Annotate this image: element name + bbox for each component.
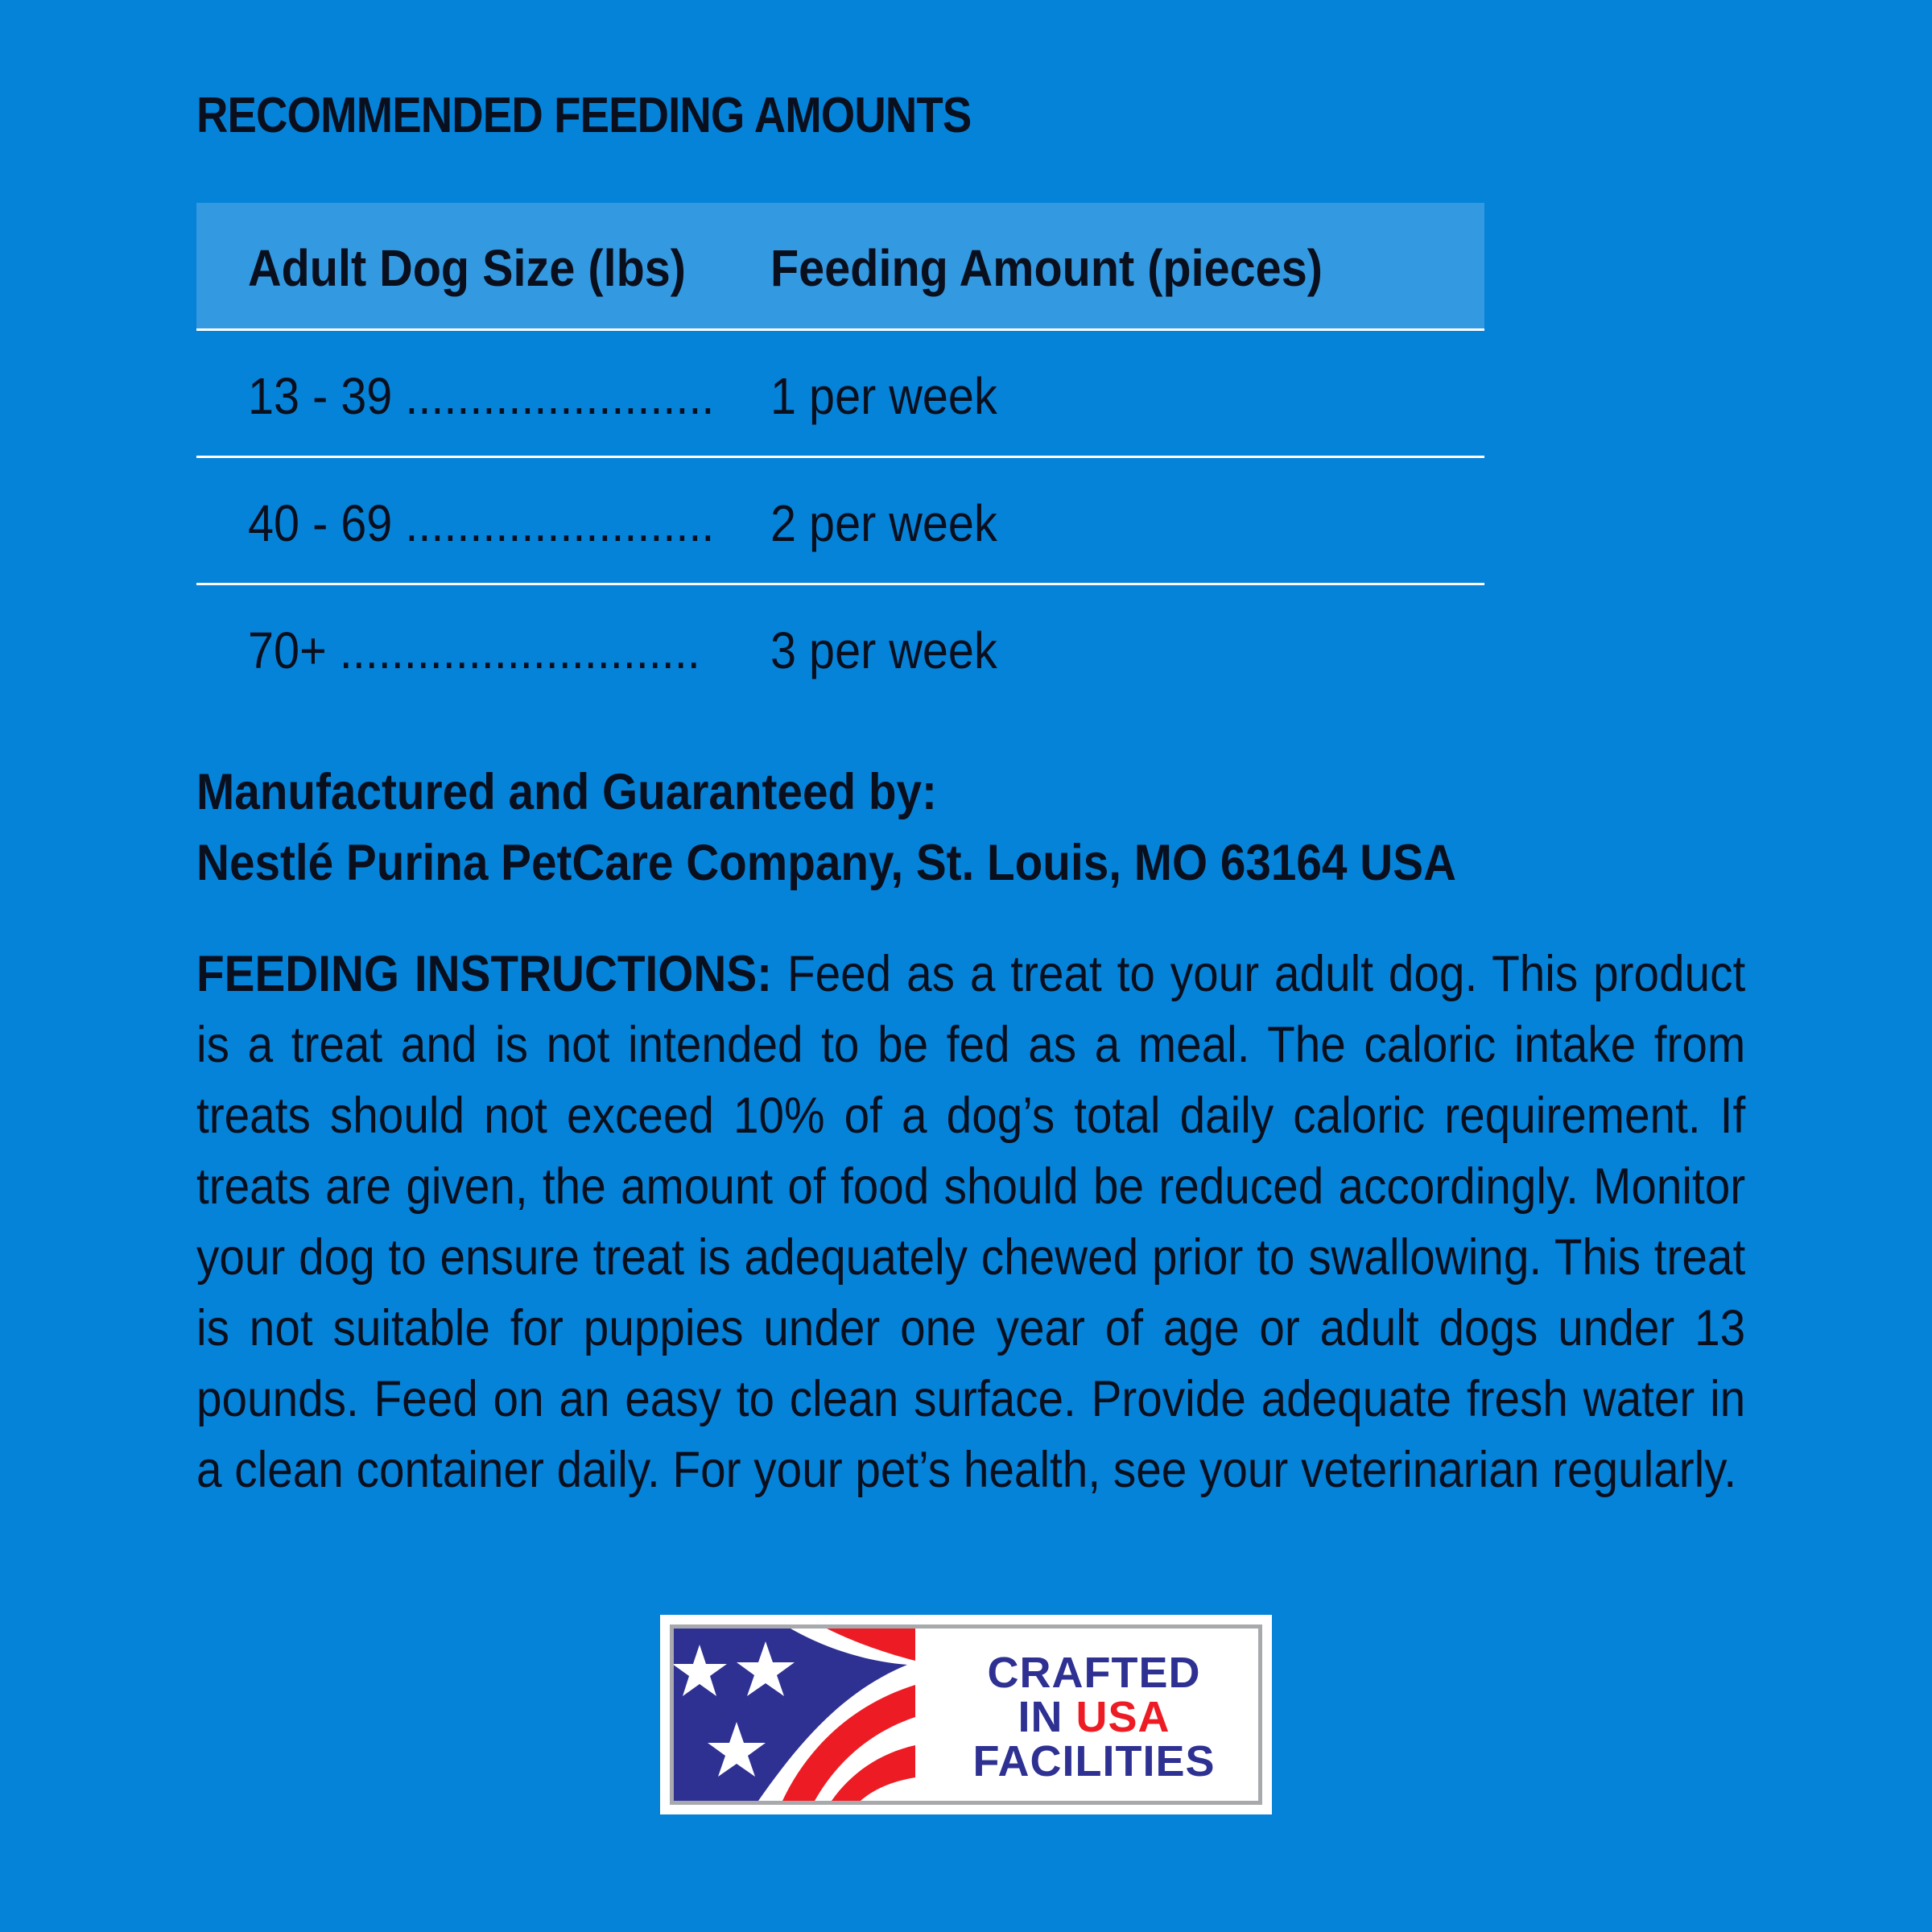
row-amount-cell: 1 per week (770, 367, 997, 425)
row-size-cell: 40 - 69 ........................ (248, 494, 715, 552)
table-row (196, 458, 1484, 585)
badge-line-facilities: FACILITIES (972, 1737, 1216, 1785)
feeding-instructions (196, 939, 1745, 1505)
column-header-amount: Feeding Amount (pieces) (770, 239, 1323, 297)
feeding-table (196, 203, 1484, 710)
badge-in-text: IN (1018, 1693, 1076, 1741)
badge-line-crafted: CRAFTED (987, 1649, 1201, 1697)
manufacturer-block (196, 757, 1456, 898)
table-row (196, 331, 1484, 458)
american-flag-icon (674, 1629, 915, 1801)
instructions-label: FEEDING INSTRUCTIONS: (196, 946, 773, 1002)
crafted-in-usa-badge (660, 1615, 1272, 1814)
row-size-cell: 13 - 39 ........................ (248, 367, 715, 425)
badge-line-in-usa (933, 1695, 1255, 1740)
badge-frame (670, 1624, 1262, 1805)
manufacturer-address: Nestlé Purina PetCare Company, St. Louis, MO 63164 USA (196, 835, 1456, 891)
table-row (196, 585, 1484, 710)
column-header-size: Adult Dog Size (lbs) (248, 239, 686, 297)
badge-usa-text: USA (1075, 1693, 1170, 1741)
row-size-cell: 70+ ............................ (248, 621, 700, 679)
row-amount-cell: 3 per week (770, 621, 997, 679)
badge-text (933, 1651, 1255, 1784)
manufacturer-label: Manufactured and Guaranteed by: (196, 764, 937, 820)
instructions-text: Feed as a treat to your adult dog. This product is a treat and is not intended to be fed as a meal. The caloric intake from treats should not exceed 10% of a dog’s total daily caloric requirement. If treats are given, the amount of food should be reduced accordingly. Monitor your dog to ensure treat is adequately chewed prior to swallowing. This treat is not suitable for puppies under one year of age or adult dogs under 13 pounds. Feed on an easy to clean surface. Provide adequate fresh water in a clean container daily. For your pet’s health, see your veterinarian regularly. (196, 946, 1746, 1498)
section-heading: RECOMMENDED FEEDING AMOUNTS (196, 88, 972, 143)
row-amount-cell: 2 per week (770, 494, 997, 552)
table-header-row (196, 203, 1484, 331)
